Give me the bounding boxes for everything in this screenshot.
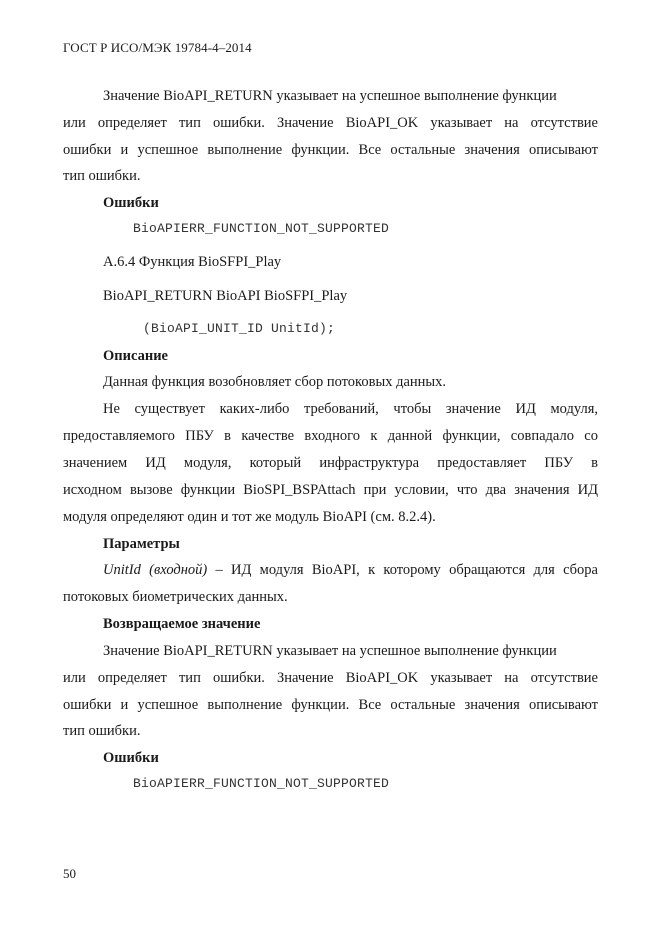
return-value-line-3: ошибки и успешное выполнение функции. Все остальные значения описывают	[63, 697, 598, 713]
parameter-line-2: потоковых биометрических данных.	[63, 589, 288, 605]
description-p2-line-1: Не существует каких-либо требований, чтобы значение ИД модуля,	[103, 401, 598, 417]
description-p2-line-4: исходном вызове функции BioSPI_BSPAttach при условии, что два значения ИД	[63, 482, 598, 498]
standard-header: ГОСТ Р ИСО/МЭК 19784-4–2014	[63, 40, 252, 55]
description-heading: Описание	[103, 348, 168, 364]
parameter-name: UnitId (входной)	[103, 562, 208, 578]
return-line-1: Значение BioAPI_RETURN указывает на успешное выполнение функции	[103, 88, 557, 104]
return-value-line-2: или определяет тип ошибки. Значение BioAPI_OK указывает на отсутствие	[63, 670, 598, 686]
return-value-line-4: тип ошибки.	[63, 723, 141, 739]
errors-heading-1: Ошибки	[103, 195, 159, 211]
function-signature: BioAPI_RETURN BioAPI BioSFPI_Play	[103, 288, 348, 304]
page-number: 50	[63, 866, 76, 881]
description-p2-line-2: предоставляемого ПБУ в качестве входного к данной функции, совпадало со	[63, 428, 598, 444]
description-p2-line-5: модуля определяют один и тот же модуль BioAPI (см. 8.2.4).	[63, 509, 436, 525]
parameter-description: – ИД модуля BioAPI, к которому обращаются для сбора	[207, 562, 598, 578]
return-value-heading: Возвращаемое значение	[103, 616, 261, 632]
parameters-heading: Параметры	[103, 536, 180, 552]
return-line-4: тип ошибки.	[63, 168, 141, 184]
errors-heading-2: Ошибки	[103, 750, 159, 766]
function-params-code: (BioAPI_UNIT_ID UnitId);	[143, 321, 336, 336]
return-line-3: ошибки и успешное выполнение функции. Все остальные значения описывают	[63, 142, 598, 158]
description-p2-line-3: значением ИД модуля, который инфраструктура предоставляет ПБУ в	[63, 455, 598, 471]
return-value-line-1: Значение BioAPI_RETURN указывает на успешное выполнение функции	[103, 643, 557, 659]
errors-code-2: BioAPIERR_FUNCTION_NOT_SUPPORTED	[133, 776, 390, 791]
parameter-line-1	[103, 560, 598, 580]
return-line-2: или определяет тип ошибки. Значение BioAPI_OK указывает на отсутствие	[63, 115, 598, 131]
description-paragraph-1: Данная функция возобновляет сбор потоковых данных.	[103, 374, 447, 390]
function-title: А.6.4 Функция BioSFPI_Play	[103, 254, 282, 270]
errors-code-1: BioAPIERR_FUNCTION_NOT_SUPPORTED	[133, 221, 390, 236]
